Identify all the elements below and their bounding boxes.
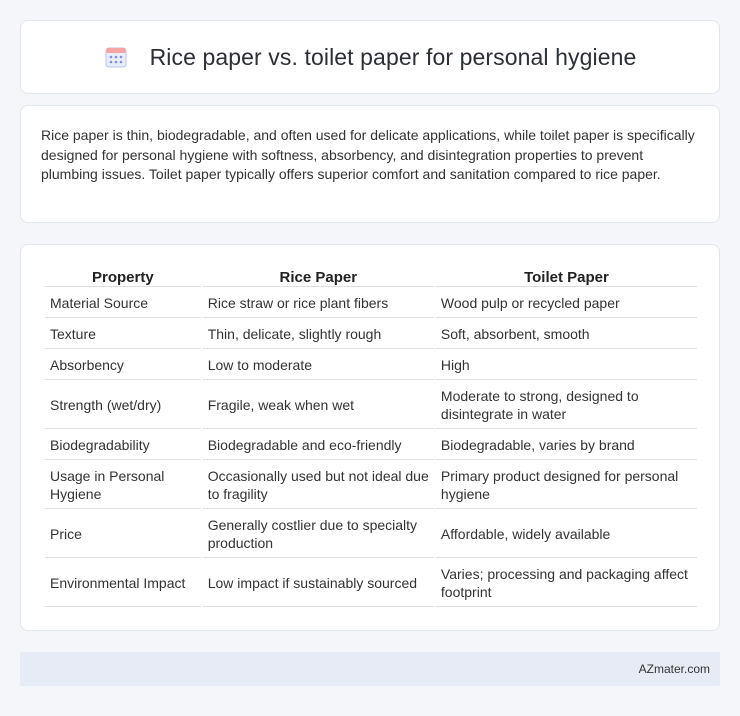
table-row bbox=[45, 462, 697, 509]
cell-toilet-paper: Moderate to strong, designed to disintegrate in water bbox=[436, 382, 697, 429]
cell-toilet-paper: Primary product designed for personal hygiene bbox=[436, 462, 697, 509]
table-row bbox=[45, 289, 697, 318]
footer bbox=[20, 652, 720, 686]
footer-brand: AZmater.com bbox=[638, 662, 710, 676]
cell-property: Material Source bbox=[45, 289, 201, 318]
cell-property: Environmental Impact bbox=[45, 560, 201, 607]
comparison-table bbox=[43, 263, 699, 609]
header-toilet-paper: Toilet Paper bbox=[436, 265, 697, 287]
table-row bbox=[45, 320, 697, 349]
cell-rice-paper: Biodegradable and eco-friendly bbox=[203, 431, 434, 460]
cell-rice-paper: Low impact if sustainably sourced bbox=[203, 560, 434, 607]
title-card bbox=[20, 20, 720, 94]
comparison-card bbox=[20, 244, 720, 631]
cell-rice-paper: Generally costlier due to specialty production bbox=[203, 511, 434, 558]
cell-toilet-paper: High bbox=[436, 351, 697, 380]
header-property: Property bbox=[45, 265, 201, 287]
intro-card bbox=[20, 105, 720, 223]
intro-text: Rice paper is thin, biodegradable, and often used for delicate applications, while toilet paper is specifically designed for personal hygiene with softness, absorbency, and disintegration properties to prevent plumbing issues. Toilet paper typically offers superior comfort and sanitation compared to rice paper. bbox=[41, 127, 695, 182]
table-row bbox=[45, 382, 697, 429]
cell-toilet-paper: Affordable, widely available bbox=[436, 511, 697, 558]
cell-property: Strength (wet/dry) bbox=[45, 382, 201, 429]
cell-property: Biodegradability bbox=[45, 431, 201, 460]
header-rice-paper: Rice Paper bbox=[203, 265, 434, 287]
table-row bbox=[45, 351, 697, 380]
table-header-row bbox=[45, 265, 697, 287]
table-row bbox=[45, 431, 697, 460]
cell-toilet-paper: Varies; processing and packaging affect footprint bbox=[436, 560, 697, 607]
cell-rice-paper: Rice straw or rice plant fibers bbox=[203, 289, 434, 318]
cell-toilet-paper: Biodegradable, varies by brand bbox=[436, 431, 697, 460]
cell-rice-paper: Thin, delicate, slightly rough bbox=[203, 320, 434, 349]
cell-property: Usage in Personal Hygiene bbox=[45, 462, 201, 509]
cell-toilet-paper: Soft, absorbent, smooth bbox=[436, 320, 697, 349]
cell-toilet-paper: Wood pulp or recycled paper bbox=[436, 289, 697, 318]
table-row bbox=[45, 511, 697, 558]
cell-rice-paper: Low to moderate bbox=[203, 351, 434, 380]
cell-property: Texture bbox=[45, 320, 201, 349]
cell-property: Price bbox=[45, 511, 201, 558]
calendar-icon bbox=[104, 45, 128, 69]
page-title: Rice paper vs. toilet paper for personal hygiene bbox=[149, 43, 637, 70]
cell-rice-paper: Fragile, weak when wet bbox=[203, 382, 434, 429]
cell-rice-paper: Occasionally used but not ideal due to fragility bbox=[203, 462, 434, 509]
cell-property: Absorbency bbox=[45, 351, 201, 380]
table-row bbox=[45, 560, 697, 607]
